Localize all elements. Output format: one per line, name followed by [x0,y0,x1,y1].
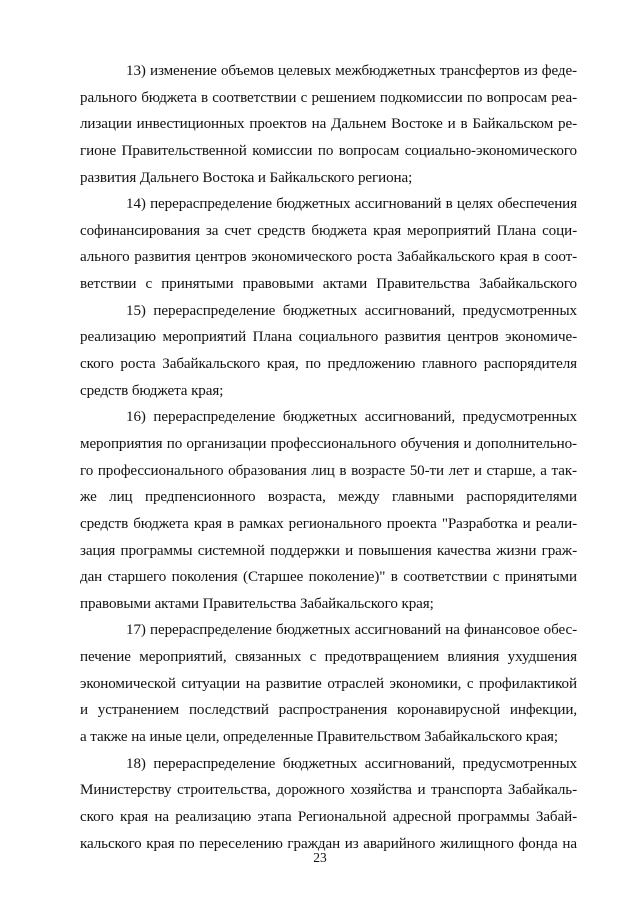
paragraph-line: реализацию мероприятий Плана социального развития центров экономиче- [80,329,577,346]
paragraph-line: экономической ситуации на развитие отраслей экономики, с профилактикой [80,675,577,692]
paragraph-line: печение мероприятий, связанных с предотвращением влияния ухудшения [80,649,577,666]
document-body [80,58,577,857]
paragraph-line: ветствии с принятыми правовыми актами Правительства Забайкальского [80,276,577,293]
paragraph-14 [80,191,577,298]
paragraph-line: 13) изменение объемов целевых межбюджетных трансфертов из феде- [126,63,577,79]
paragraph-line: ского края на реализацию этапа Региональной адресной программы Забай- [80,808,577,825]
paragraph-line: 14) перераспределение бюджетных ассигнований в целях обеспечения [126,196,577,213]
paragraph-15 [80,298,577,405]
paragraph-13 [80,58,577,191]
paragraph-line: 17) перераспределение бюджетных ассигнований на финансовое обес- [126,622,577,639]
paragraph-line: правовыми актами Правительства Забайкальского края; [80,595,434,612]
paragraph-line: 16) перераспределение бюджетных ассигнований, предусмотренных [126,409,577,426]
paragraph-18 [80,751,577,858]
paragraph-line: средств бюджета края в рамках регионального проекта "Разработка и реали- [80,515,577,532]
paragraph-line: развития Дальнего Востока и Байкальского региона; [80,169,413,186]
paragraph-17 [80,617,577,750]
paragraph-line: го профессионального образования лиц в возрасте 50-ти лет и старше, а так- [80,462,577,479]
paragraph-line: зация программы системной поддержки и повышения качества жизни граж- [80,542,577,559]
paragraph-line: а также на иные цели, определенные Правительством Забайкальского края; [80,729,558,746]
paragraph-line: лизации инвестиционных проектов на Дальнем Востоке и в Байкальском ре- [80,116,577,133]
paragraph-line: 15) перераспределение бюджетных ассигнований, предусмотренных [126,302,577,319]
paragraph-line: средств бюджета края; [80,382,224,399]
paragraph-line: мероприятия по организации профессионального обучения и дополнительно- [80,435,577,452]
paragraph-line: 18) перераспределение бюджетных ассигнований, предусмотренных [126,755,577,772]
paragraph-line: софинансирования за счет средств бюджета края мероприятий Плана соци- [80,222,577,239]
paragraph-line: ального развития центров экономического роста Забайкальского края в соот- [80,249,577,266]
paragraph-16 [80,404,577,617]
page-number: 23 [313,850,327,865]
paragraph-line: и устранением последствий распространения коронавирусной инфекции, [80,702,577,719]
paragraph-line: дан старшего поколения (Старшее поколение)" в соответствии с принятыми [80,569,577,586]
paragraph-line: рального бюджета в соответствии с решением подкомиссии по вопросам реа- [80,89,577,106]
paragraph-line: гионе Правительственной комиссии по вопросам социально-экономического [80,142,577,159]
paragraph-line: Министерству строительства, дорожного хозяйства и транспорта Забайкаль- [80,782,577,799]
paragraph-line: же лиц предпенсионного возраста, между главными распорядителями [80,489,577,506]
paragraph-line: ского роста Забайкальского края, по предложению главного распорядителя [80,356,577,373]
paragraph-line: кальского края по переселению граждан из аварийного жилищного фонда на [80,835,577,852]
